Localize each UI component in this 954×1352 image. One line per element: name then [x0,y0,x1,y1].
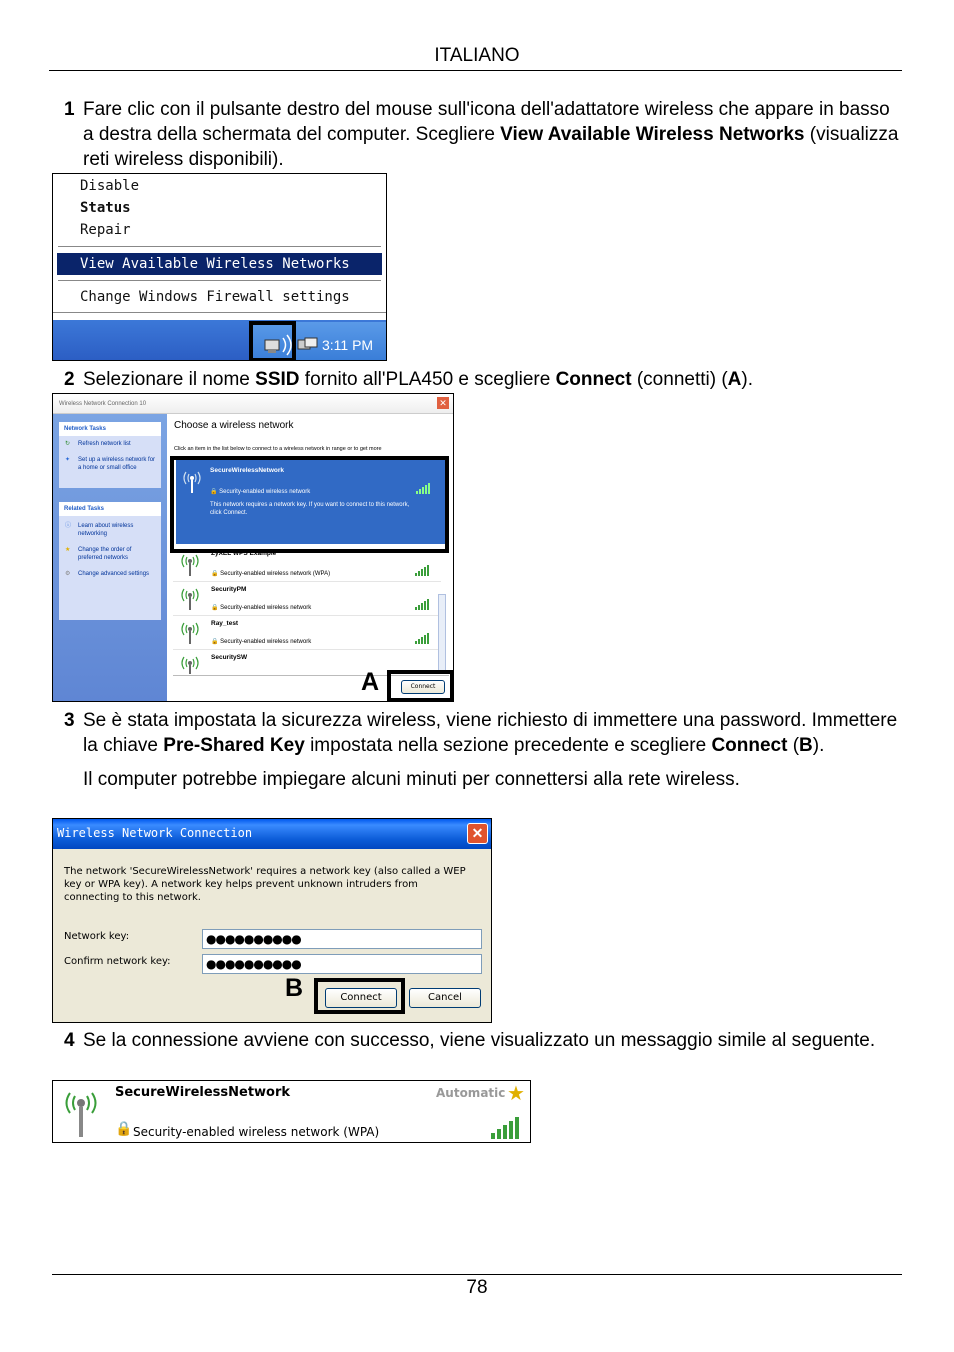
dialog-message: The network 'SecureWirelessNetwork' requires a network key (also called a WEP key or WPA key). A network key helps prevent unknown intruders from connecting to this network. [64,866,466,903]
star-icon: ★ [507,1083,525,1105]
step-note: Il computer potrebbe impiegare alcuni minuti per connettersi alla rete wireless. [83,769,740,790]
connect-button[interactable]: Connect [401,680,445,694]
task-advanced[interactable]: ⚙ Change advanced settings [65,571,150,577]
close-icon[interactable]: ✕ [437,397,449,409]
related-tasks-title: Related Tasks [59,502,161,516]
list-heading: Choose a wireless network [174,420,294,431]
confirm-key-field[interactable]: ●●●●●●●●●● [202,954,482,974]
dialog-body [56,849,488,1019]
menu-item-repair[interactable]: Repair [80,222,131,238]
menu-bottom-edge [53,312,386,313]
network-name: SecureWirelessNetwork [115,1085,291,1100]
network-key-field[interactable]: ●●●●●●●●●● [202,929,482,949]
footer-rule [52,1274,902,1275]
connect-button[interactable]: Connect [325,988,397,1008]
callout-label-b: B [285,974,304,1002]
step-number: 3 [64,710,75,731]
menu-item-disable[interactable]: Disable [80,178,140,194]
callout-box [387,670,454,702]
window-titlebar [53,394,453,414]
network-description: This network requires a network key. If you want to connect to this network, click Connect. [210,502,410,516]
signal-bars-icon [415,632,431,644]
window-title: Wireless Network Connection 10 [59,401,147,407]
step-number: 4 [64,1030,75,1051]
menu-item-firewall[interactable]: Change Windows Firewall settings [80,289,350,305]
antenna-icon [179,586,201,612]
step-text: Fare clic con il pulsante destro del mouse sull'icona dell'adattatore wireless che appare in basso a destra della schermata del computer. Scegliere View Available Wireless Networks (visualizza reti wireless disponibili). [83,99,899,170]
step-text: Se è stata impostata la sicurezza wireless, viene richiesto di immettere una password. Immettere la chiave Pre-Shared Key impostata nella sezione precedente e scegliere Connect (B). [83,710,898,756]
info-icon: ⓘ [65,523,72,529]
step-4 [64,1028,904,1053]
task-learn[interactable]: ⓘ Learn about wireless networking [65,523,134,537]
menu-separator [58,280,381,281]
close-icon[interactable]: ✕ [467,823,488,844]
dialog-titlebar [53,819,491,849]
network-item[interactable] [173,548,441,582]
network-security: 🔒 Security-enabled wireless network (WPA) [211,571,331,577]
network-security: 🔒 Security-enabled wireless network [211,639,312,645]
page-header-language: ITALIANO [434,45,520,66]
antenna-icon [61,1087,101,1139]
signal-bars-icon [415,564,431,576]
lock-icon: 🔒 [211,605,219,611]
network-item[interactable] [173,616,441,650]
cancel-button[interactable]: Cancel [409,988,481,1008]
network-security: 🔒 Security-enabled wireless network [211,605,312,611]
list-scrollbar[interactable] [438,594,446,674]
task-refresh[interactable]: ↻ Refresh network list [65,441,131,447]
choose-network-screenshot [52,393,454,702]
network-item[interactable] [173,582,441,616]
step-number: 1 [64,99,75,120]
network-tasks-title: Network Tasks [59,422,161,436]
step-number: 2 [64,369,75,390]
menu-item-view-networks[interactable]: View Available Wireless Networks [80,256,350,272]
menu-item-status[interactable]: Status [80,200,131,216]
lock-icon: 🔒 [211,571,219,577]
callout-label-a: A [361,668,380,696]
dialog-title: Wireless Network Connection [57,826,253,840]
step-3 [64,708,904,792]
signal-bars-icon [491,1117,525,1139]
antenna-icon [179,654,201,674]
lock-icon: 🔒 [210,489,218,495]
menu-separator [58,246,381,247]
wireless-icon: ✦ [65,457,71,463]
tray-clock: 3:11 PM [322,337,374,353]
network-security: 🔒 Security-enabled wireless network [210,489,311,495]
context-menu-screenshot [52,173,387,361]
network-name: Ray_test [211,620,239,627]
related-tasks-box [59,502,161,620]
signal-bars-icon [415,598,431,610]
settings-icon: ⚙ [65,571,71,577]
connection-status: Automatic [436,1086,506,1100]
antenna-icon [179,620,201,646]
callout-box [249,321,296,361]
task-panel [53,414,167,701]
page-number: 78 [466,1277,488,1298]
network-tasks-box [59,422,161,488]
header-rule [49,70,902,71]
task-setup[interactable]: ✦ Set up a wireless network for a home or small office [65,457,156,471]
lock-icon: 🔒 [115,1120,133,1136]
task-order[interactable]: ★ Change the order of preferred networks [65,547,132,561]
step-text: Se la connessione avviene con successo, viene visualizzato un messaggio simile al seguente. [83,1030,876,1051]
step-2 [64,367,904,392]
network-security: Security-enabled wireless network (WPA) [133,1125,380,1139]
callout-box [314,978,405,1014]
network-name: SecurityPM [211,586,247,593]
step-text: Selezionare il nome SSID fornito all'PLA450 e scegliere Connect (connetti) (A). [83,369,754,390]
callout-box [170,456,449,553]
network-key-dialog-screenshot [52,818,492,1023]
network-icon [297,337,319,353]
list-instruction: Click an item in the list below to connect to a wireless network in range or to get more [174,446,382,452]
antenna-icon [179,552,201,578]
connected-network-screenshot [52,1080,531,1143]
refresh-icon: ↻ [65,441,71,447]
star-icon: ★ [65,547,71,553]
confirm-key-label: Confirm network key: [64,956,171,967]
step-1 [64,97,904,172]
network-name: SecureWirelessNetwork [210,467,285,474]
network-name: ZyXEL WPS Example [211,550,277,557]
lock-icon: 🔒 [211,639,219,645]
network-key-label: Network key: [64,931,130,942]
network-name: SecuritySW [211,654,248,661]
